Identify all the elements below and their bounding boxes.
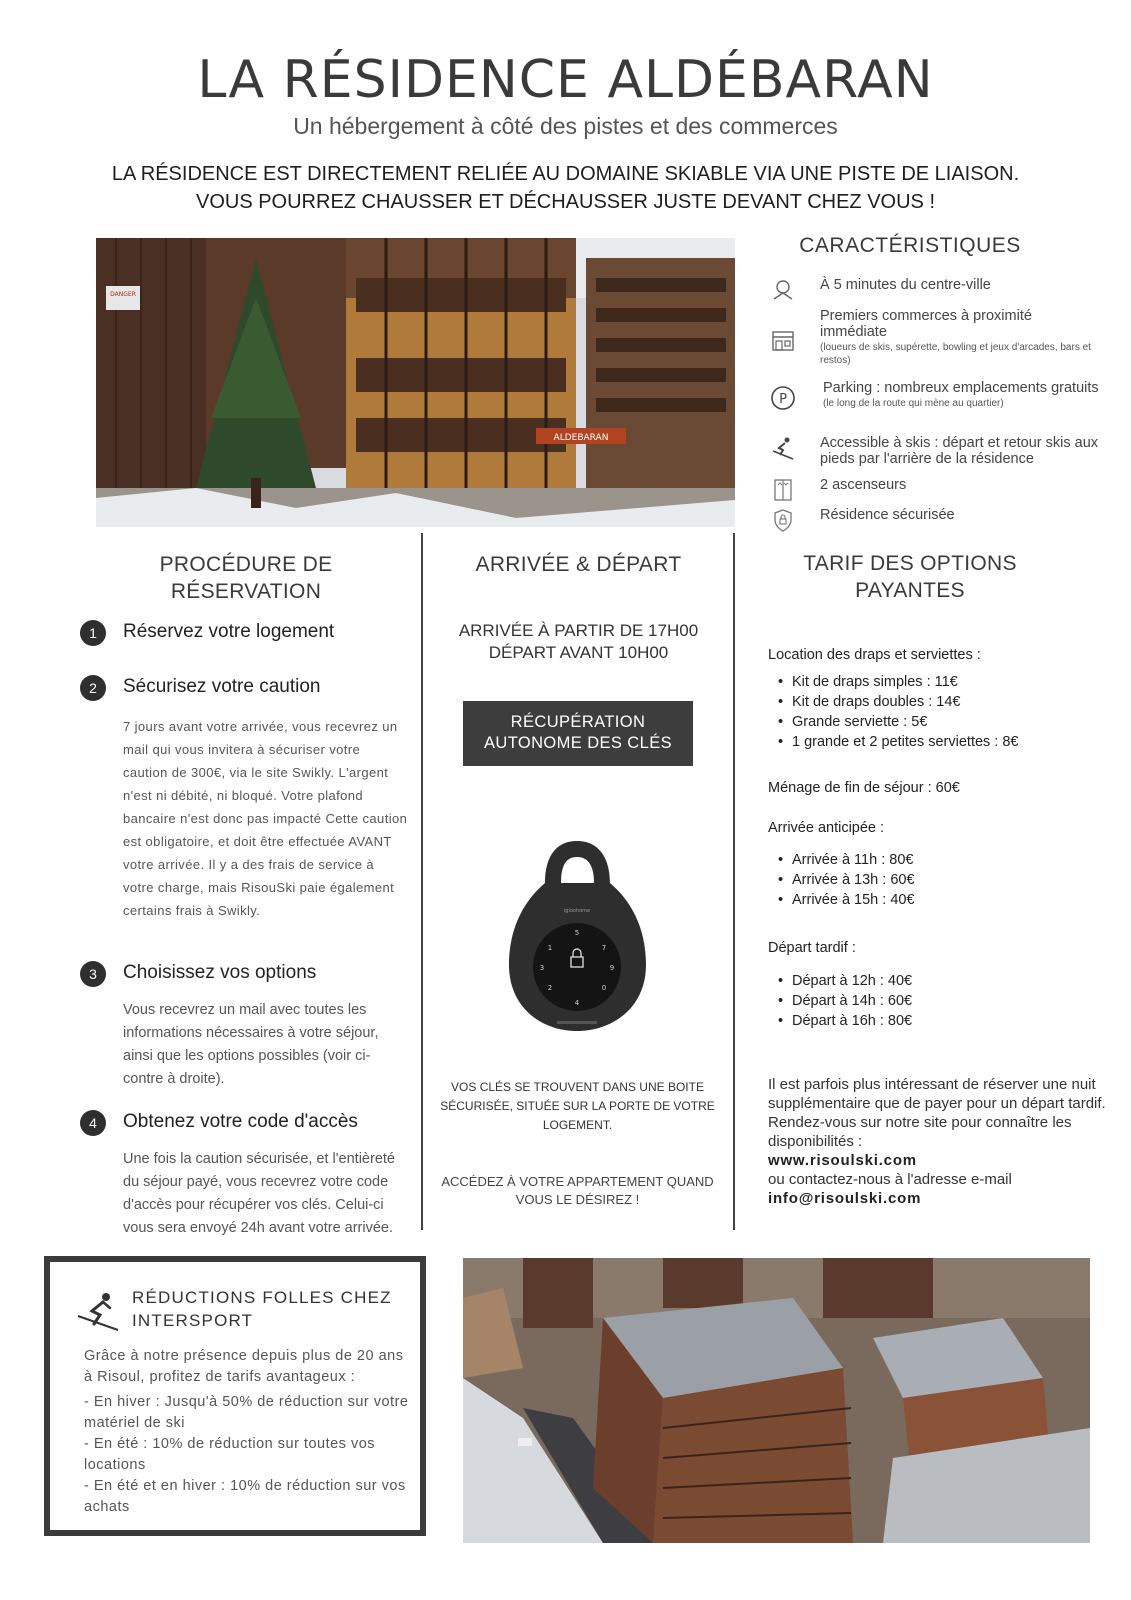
feature-detail: (loueurs de skis, supérette, bowling et jeux d'arcades, bars et restos): [820, 342, 1091, 366]
website-link[interactable]: www.risoulski.com: [768, 1152, 917, 1169]
residence-photo: [96, 238, 735, 527]
step-number: 3: [80, 961, 106, 987]
list-item: • Départ à 14h : 60€: [768, 991, 1098, 1011]
reservation-title: [96, 551, 396, 605]
late-departure-heading: Départ tardif :: [768, 940, 856, 956]
skier-icon: [770, 435, 796, 461]
access-note: ACCÉDEZ À VOTRE APPARTEMENT QUAND VOUS LE DÉSIREZ !: [441, 1174, 714, 1207]
list-item: • Arrivée à 15h : 40€: [768, 890, 1098, 910]
step-text: Vous recevrez un mail avec toutes les informations nécessaires à votre séjour, ainsi que les options possibles (voir ci-contre à droite).: [123, 1002, 379, 1087]
promo-intro: Grâce à notre présence depuis plus de 20 ans à Risoul, profitez de tarifs avantageux :: [84, 1348, 404, 1385]
email-link[interactable]: info@risoulski.com: [768, 1190, 922, 1207]
svg-text:4: 4: [574, 999, 580, 1007]
svg-text:P: P: [779, 392, 787, 407]
linen-heading: Location des draps et serviettes :: [768, 647, 981, 663]
svg-text:9: 9: [609, 964, 615, 972]
step-text: 7 jours avant votre arrivée, vous recevrez un mail qui vous invitera à sécuriser votre caution de 300€, via le site Swikly. L'argent n'est ni débité, ni bloqué. Votre plafond bancaire n'est donc pas impacté Cette caution est obligatoire, et doit être effectuée AVANT votre arrivée. Il y a des frais de service à votre charge, mais RisouSki paie également certains frais à Swikly.: [123, 719, 408, 918]
step-text: Une fois la caution sécurisée, et l'entièreté du séjour payé, vous recevrez votre code d'accès pour récupérer vos clés. Celui-ci vous sera envoyé 24h avant votre arrivée.: [123, 1151, 395, 1236]
promo-line: - En été et en hiver : 10% de réduction sur vos achats: [84, 1478, 406, 1515]
reservation-title-line-2: RÉSERVATION: [170, 580, 322, 603]
contact-text: ou contactez-nous à l'adresse e-mail: [768, 1171, 1012, 1188]
sign-aldebaran: ALDEBARAN: [553, 433, 609, 443]
list-item: • Arrivée à 13h : 60€: [768, 870, 1098, 890]
options-title-line-1: TARIF DES OPTIONS: [803, 552, 1017, 575]
svg-text:5: 5: [574, 929, 580, 937]
device-brand: igloohome: [563, 908, 591, 914]
location-icon: [770, 277, 796, 303]
step-title: Sécurisez votre caution: [123, 676, 321, 697]
intersport-promo: [44, 1256, 426, 1536]
svg-text:3: 3: [539, 964, 545, 972]
late-departure-list: [768, 971, 1098, 1031]
key-banner-line-1: RÉCUPÉRATION: [510, 713, 646, 731]
security-shield-icon: [770, 507, 796, 533]
step-title: Choisissez vos options: [123, 962, 317, 983]
feature-text: [823, 380, 1103, 410]
arrival-title: ARRIVÉE & DÉPART: [475, 553, 682, 576]
key-collection-banner: [463, 701, 693, 766]
arrival-times: [430, 620, 727, 664]
feature-main: Parking : nombreux emplacements gratuits: [823, 380, 1099, 396]
skier-icon: [76, 1290, 120, 1334]
step-title: Obtenez votre code d'accès: [123, 1111, 358, 1132]
options-info-text: Il est parfois plus intéressant de réserver une nuit supplémentaire que de payer pour un départ tardif. Rendez-vous sur notre site pour connaître les disponibilités :: [768, 1076, 1106, 1150]
feature-detail: (le long de la route qui mène au quartier): [823, 398, 1004, 409]
aerial-photo: [463, 1258, 1090, 1543]
linen-list: [768, 672, 1098, 752]
feature-text: [820, 308, 1100, 367]
features-title: CARACTÉRISTIQUES: [799, 234, 1021, 257]
list-item: • Départ à 16h : 80€: [768, 1011, 1098, 1031]
column-divider: [733, 533, 735, 1230]
promo-line: - En hiver : Jusqu'à 50% de réduction sur votre matériel de ski: [84, 1394, 409, 1431]
column-divider: [421, 533, 423, 1230]
step-number: 2: [80, 675, 106, 701]
list-item: • Grande serviette : 5€: [768, 712, 1098, 732]
feature-text: Résidence sécurisée: [820, 507, 955, 523]
feature-text: Accessible à skis : départ et retour skis aux pieds par l'arrière de la résidence: [820, 435, 1099, 467]
list-item: • Arrivée à 11h : 80€: [768, 850, 1098, 870]
keybox-device-image: [505, 835, 650, 1035]
promo-text: [84, 1346, 414, 1518]
options-info: [768, 1075, 1108, 1208]
page-subtitle: Un hébergement à côté des pistes et des commerces: [293, 113, 838, 139]
list-item: • Kit de draps doubles : 14€: [768, 692, 1098, 712]
svg-text:2: 2: [547, 984, 553, 992]
step-number: 1: [80, 620, 106, 646]
parking-icon: [770, 385, 796, 411]
svg-text:0: 0: [601, 984, 607, 992]
elevator-icon: [770, 477, 796, 503]
key-banner-line-2: AUTONOME DES CLÉS: [483, 734, 673, 752]
page-title: LA RÉSIDENCE ALDÉBARAN: [197, 50, 934, 110]
feature-text: 2 ascenseurs: [820, 477, 907, 493]
early-arrival-list: [768, 850, 1098, 910]
arrival-time-in: ARRIVÉE À PARTIR DE 17H00: [458, 621, 699, 640]
early-arrival-heading: Arrivée anticipée :: [768, 820, 885, 836]
cleaning-fee: Ménage de fin de séjour : 60€: [768, 780, 960, 796]
promo-title: RÉDUCTIONS FOLLES CHEZ INTERSPORT: [132, 1288, 392, 1330]
promo-line: - En été : 10% de réduction sur toutes vos locations: [84, 1436, 376, 1473]
options-title: [760, 550, 1060, 604]
list-item: • Départ à 12h : 40€: [768, 971, 1098, 991]
step-title: Réservez votre logement: [123, 621, 335, 642]
sign-danger: DANGER: [110, 291, 136, 298]
tagline-line-2: VOUS POURREZ CHAUSSER ET DÉCHAUSSER JUSTE DEVANT CHEZ VOUS !: [195, 191, 935, 213]
keybox-note: VOS CLÉS SE TROUVENT DANS UNE BOITE SÉCURISÉE, SITUÉE SUR LA PORTE DE VOTRE LOGEMENT.: [440, 1080, 715, 1132]
tagline-line-1: LA RÉSIDENCE EST DIRECTEMENT RELIÉE AU DOMAINE SKIABLE VIA UNE PISTE DE LIAISON.: [111, 163, 1020, 185]
options-title-line-2: PAYANTES: [855, 579, 965, 602]
list-item: • 1 grande et 2 petites serviettes : 8€: [768, 732, 1098, 752]
store-icon: [770, 328, 796, 354]
svg-text:7: 7: [601, 944, 607, 952]
feature-text: À 5 minutes du centre-ville: [820, 277, 991, 293]
feature-main: Premiers commerces à proximité immédiate: [820, 308, 1032, 340]
svg-text:1: 1: [547, 944, 553, 952]
arrival-time-out: DÉPART AVANT 10H00: [488, 643, 669, 662]
reservation-title-line-1: PROCÉDURE DE: [159, 553, 333, 576]
tagline: [0, 160, 1131, 216]
list-item: • Kit de draps simples : 11€: [768, 672, 1098, 692]
step-number: 4: [80, 1110, 106, 1136]
